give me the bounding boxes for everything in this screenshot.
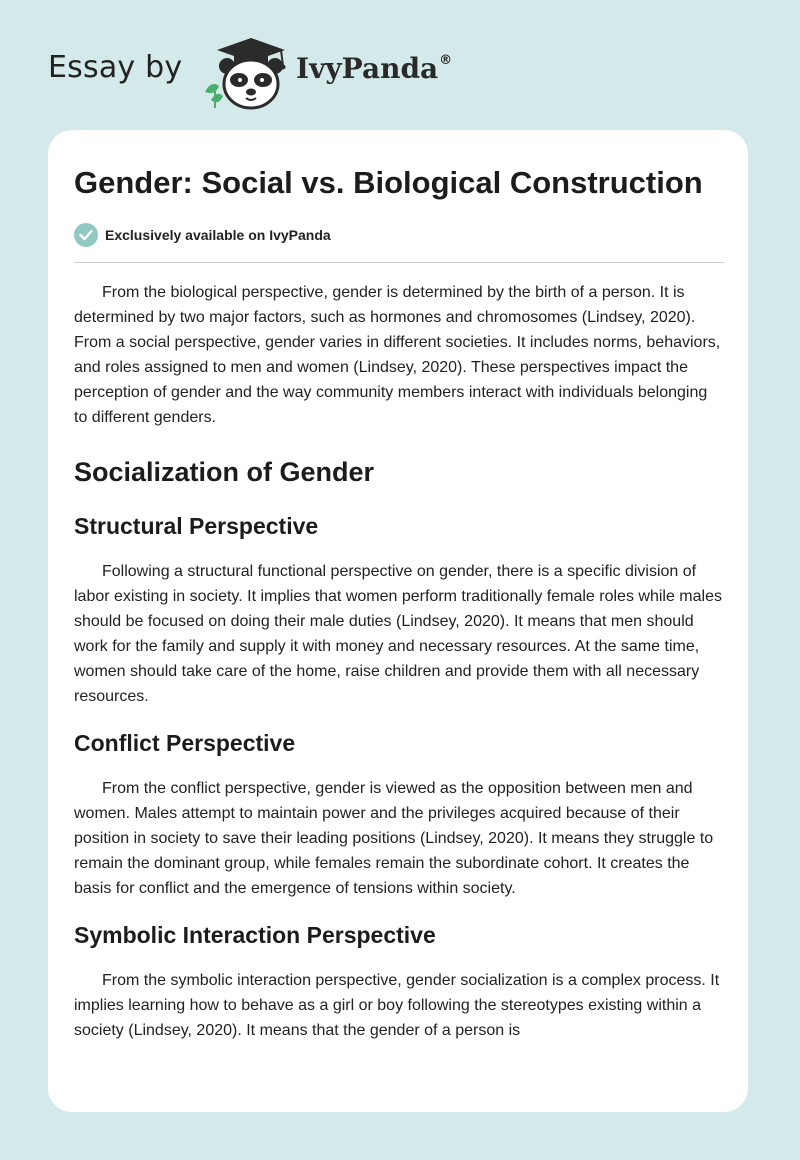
section-heading: Socialization of Gender [74, 457, 375, 487]
exclusive-label: Exclusively available on IvyPanda [105, 227, 331, 243]
paragraph-conflict: From the conflict perspective, gender is viewed as the opposition between men and women. Males attempt to maintain power and the privileges acquired because of their position in society to save their leading positions (Lindsey, 2020). It means they struggle to remain the dominant group, while females remain the subordinate cohort. It creates the basis for conflict and the emergence of tensions within society. [74, 780, 714, 897]
panda-graduate-logo-icon[interactable] [201, 36, 293, 110]
paragraph-symbolic: From the symbolic interaction perspective, gender socialization is a complex process. It implies learning how to behave as a girl or boy following the stereotypes existing within a society (Lindsey, 2020). It means that the gender of a person is [74, 972, 720, 1039]
exclusive-badge-row [74, 222, 724, 263]
article-title: Gender: Social vs. Biological Construction [74, 165, 703, 200]
essay-by-label: Essay by [48, 50, 183, 85]
brand-header [0, 0, 800, 130]
subsection-heading-conflict: Conflict Perspective [74, 730, 296, 756]
ivypanda-logo-wordmark[interactable]: IvyPanda® [296, 52, 453, 85]
article-content [74, 162, 724, 1043]
paragraph-structural: Following a structural functional perspective on gender, there is a specific division of labor existing in society. It implies that women perform traditionally female roles while males should be focused on doing their male duties (Lindsey, 2020). It means that men should work for the family and supply it with money and necessary resources. At the same time, women should take care of the home, raise children and provide them with all necessary resources. [74, 563, 722, 705]
article-card [48, 130, 748, 1112]
subsection-heading-symbolic: Symbolic Interaction Perspective [74, 922, 436, 948]
subsection-heading-structural: Structural Perspective [74, 513, 319, 539]
intro-paragraph: From the biological perspective, gender is determined by the birth of a person. It is determined by two major factors, such as hormones and chromosomes (Lindsey, 2020). From a social perspective, gender varies in different societies. It includes norms, behaviors, and roles assigned to men and women (Lindsey, 2020). These perspectives impact the perception of gender and the way community members interact with individuals belonging to different genders. [74, 284, 721, 426]
check-icon [74, 223, 98, 247]
